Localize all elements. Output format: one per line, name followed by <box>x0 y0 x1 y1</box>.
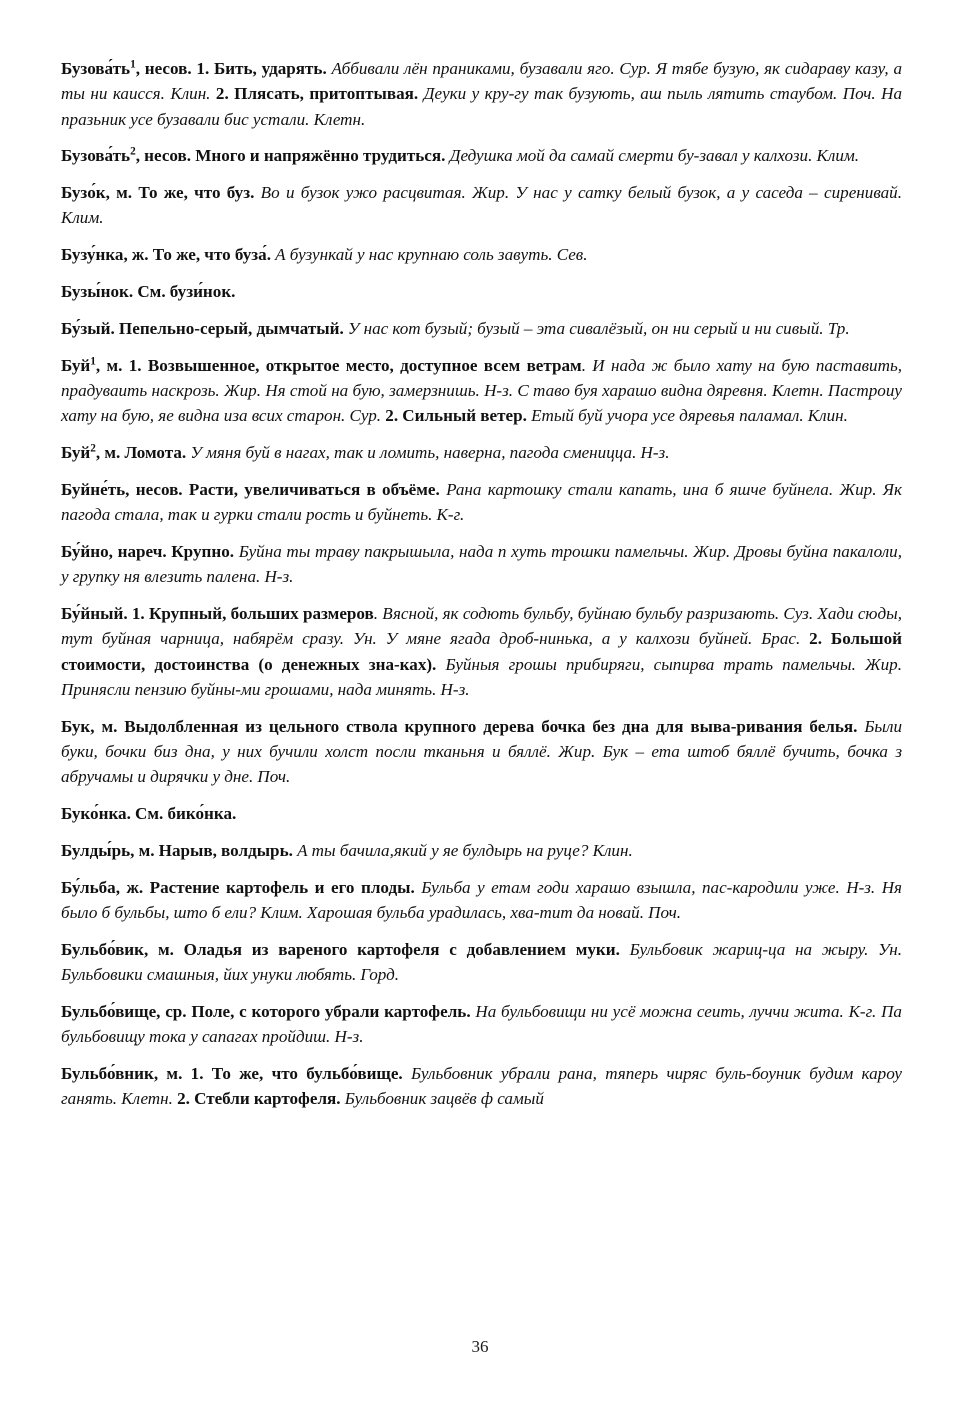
example-text: Буйныя грошы прибиряги, сыпирва трать памельчы. Жир. Принясли пензию буйны-ми грошами, нада минять. Н-з. <box>61 654 902 699</box>
headword-definition: , несов. 1. Бить, ударять. <box>135 59 327 78</box>
headword-definition: Бу́йный. 1. Крупный, больших размеров <box>61 604 374 624</box>
dictionary-entry <box>61 242 902 267</box>
example-text: Буйна ты траву пакрышыла, нада п хуть трошки памельчы. Жир. Дровы буйна пакалоли, у групку ня влезить палена. Н-з. <box>61 541 902 587</box>
example-text: . Вясной, як содють бульбу, буйнаю бульбу разризають. Суз. Хади сюды, тут буйная чарница, набярём сразу. Ун. У мяне ягада дроб-нинька, а у калхози буйней. Брас. <box>61 604 902 649</box>
example-text: . И нада ж было хату на бую паставить, прадуваить наскрозь. Жир. Ня стой на бую, замерзнишь. Н-з. С таво буя харашо видна дяревня. Клетн. Пастроиу хату на бую, яе видна иза всих старон. Сур. <box>61 355 903 426</box>
entry-list <box>61 56 902 1112</box>
headword-definition: Бульбо́вник, м. 1. То же, что бульбо́вище. <box>61 1064 403 1083</box>
page-number: 36 <box>471 1337 489 1356</box>
dictionary-entry <box>61 477 902 528</box>
dictionary-entry <box>61 999 902 1050</box>
dictionary-entry <box>61 279 902 304</box>
headword-definition: Бузова́ть <box>61 59 131 78</box>
example-text: А ты бачила,який у яе булдырь на руце? Клин. <box>292 840 633 860</box>
example-text: Дедушка мой да самай смерти бу-завал у калхози. Клим. <box>445 146 860 166</box>
headword-definition: , м. Ломота. <box>95 443 187 463</box>
dictionary-entry <box>61 180 902 231</box>
headword-definition: Бузо́к, м. То же, что буз. <box>61 183 255 203</box>
headword-definition: , м. 1. Возвышенное, открытое место, доступное всем ветрам <box>95 355 582 375</box>
dictionary-entry <box>61 875 902 926</box>
headword-definition: Буйне́ть, несов. Расти, увеличиваться в объёме. <box>61 479 440 499</box>
dictionary-entry <box>61 801 902 826</box>
example-text: Были буки, бочки биз дна, у них бучили холст посли тканьня и бяллё. Жир. Бук – ета штоб бяллё бучить, бочка з абручамы и дирячки у дне. Поч. <box>61 716 902 787</box>
dictionary-entry <box>61 838 902 863</box>
headword-definition: Бузова́ть <box>61 146 131 166</box>
homonym-superscript: 1 <box>130 58 136 71</box>
headword-definition: Буко́нка. См. бико́нка. <box>61 804 237 824</box>
example-text: Бульбовик жариц-ца на жыру. Ун. Бульбовики смашныя, йих унуки любять. Горд. <box>61 939 902 985</box>
example-text: У мяня буй в нагах, так и ломить, наверна, пагода сменицца. Н-з. <box>186 443 670 463</box>
dictionary-entry <box>61 714 902 790</box>
headword-definition: Бу́зый. Пепельно-серый, дымчатый. <box>61 318 344 338</box>
example-text: Бульба у етам годи харашо взышла, пас-кародили уже. Н-з. Ня было б бульбы, што б ели? Клим. Харошая бульба урадилась, хва-тит да новай. Поч. <box>61 877 902 923</box>
headword-definition: Буй <box>61 443 91 463</box>
dictionary-entry <box>61 539 902 590</box>
homonym-superscript: 2 <box>90 442 96 455</box>
dictionary-entry <box>61 56 902 132</box>
dictionary-entry <box>61 353 902 429</box>
dictionary-entry <box>61 601 902 702</box>
example-text: Бульбовник зацвёв ф самый <box>340 1089 544 1109</box>
dictionary-entry <box>61 143 902 168</box>
dictionary-entry <box>61 1061 902 1112</box>
example-text: Во и бузок ужо расцвитая. Жир. У нас у сатку белый бузок, а у саседа – сиренивай. Клим. <box>61 183 902 228</box>
dictionary-entry <box>61 440 902 465</box>
headword-definition: , несов. Много и напряжённо трудиться. <box>135 146 446 166</box>
example-text: Аббивали лён праниками, бузавали яго. Сур. Я тябе бузую, як сидараву казу, а ты ни каисся. Клин. <box>61 59 902 104</box>
homonym-superscript: 1 <box>90 354 96 367</box>
example-text: Деуки у кру-гу так бузують, аш пыль лятить стаубом. Поч. На празьник усе бузавали бис устали. Клетн. <box>61 84 902 129</box>
example-text: Бульбовник убрали рана, тяперь чиряс буль-боуник будим кароу ганять. Клетн. <box>61 1064 903 1109</box>
dictionary-entry <box>61 937 902 988</box>
headword-definition: Бук, м. Выдолбленная из цельного ствола крупного дерева бочка без дна для выва-ривания белья. <box>61 716 858 736</box>
headword-definition: 2. Большой стоимости, достоинства (о денежных зна-ках). <box>61 629 902 674</box>
headword-definition: 2. Стебли картофеля. <box>172 1089 341 1109</box>
example-text: На бульбовищи ни усё можна сеить, луччи жита. К-г. Па бульбовищу тока у сапагах пройдиш. Н-з. <box>61 1001 902 1047</box>
headword-definition: Булды́рь, м. Нарыв, волдырь. <box>61 840 293 860</box>
headword-definition: Бу́льба, ж. Растение картофель и его плоды. <box>61 877 415 897</box>
example-text: А бузункай у нас крупнаю соль завуть. Сев. <box>270 245 588 265</box>
headword-definition: Бульбо́вик, м. Оладья из вареного картофеля с добавлением муки. <box>61 939 620 959</box>
headword-definition: 2. Сильный ветер. <box>381 406 527 426</box>
example-text: У нас кот бузый; бузый – эта сивалёзый, он ни серый и ни сивый. Тр. <box>343 318 850 338</box>
headword-definition: Бузу́нка, ж. То же, что буза́. <box>61 245 271 265</box>
homonym-superscript: 2 <box>130 145 136 158</box>
example-text: Етый буй учора усе дяревья паламал. Клин. <box>526 406 848 426</box>
headword-definition: Буй <box>61 355 91 375</box>
headword-definition: Бульбо́вище, ср. Поле, с которого убрали картофель. <box>61 1001 471 1021</box>
dictionary-entry <box>61 316 902 341</box>
headword-definition: Бу́йно, нареч. Крупно. <box>61 541 235 561</box>
example-text: Рана картошку стали капать, ина б яшче буйнела. Жир. Як пагода стала, так и гурки стали рость и буйнеть. К-г. <box>61 479 903 525</box>
headword-definition: 2. Плясать, притоптывая. <box>210 84 419 104</box>
headword-definition: Бузы́нок. См. бузи́нок. <box>61 282 236 302</box>
